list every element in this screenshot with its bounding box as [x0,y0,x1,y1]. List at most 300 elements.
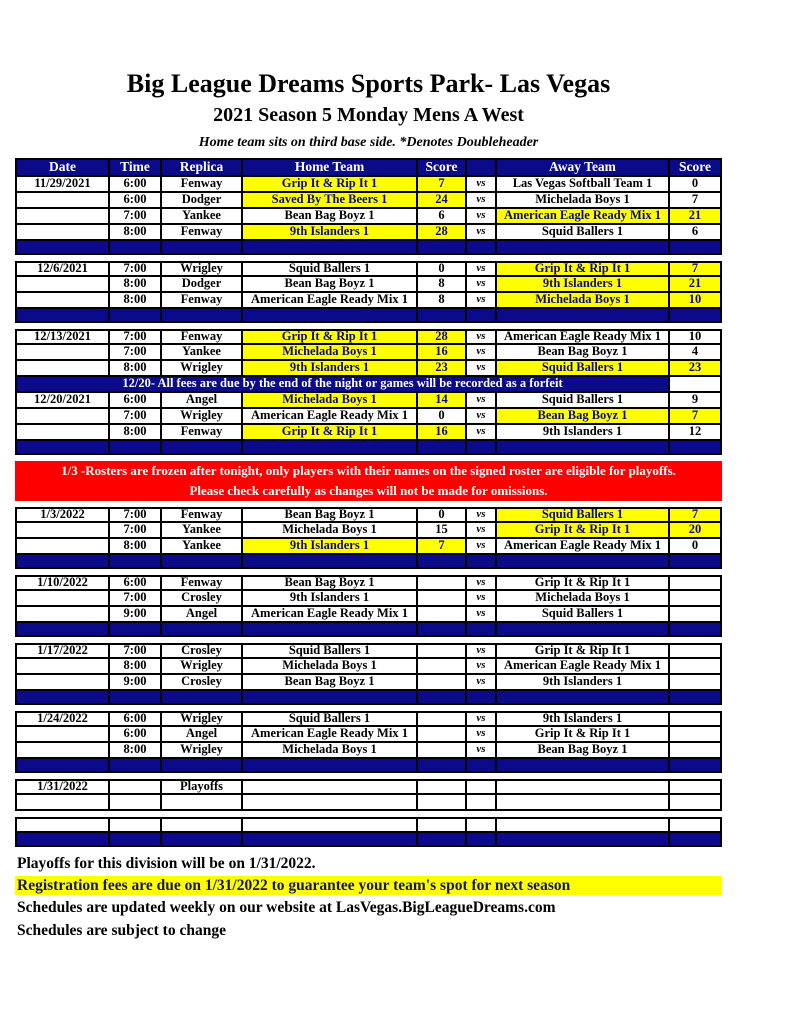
away-team-cell [497,817,670,833]
vs-cell: vs [467,575,497,591]
vs-cell: vs [467,225,497,241]
separator-cell [497,309,670,323]
away-score-cell: 10 [670,329,722,345]
separator-cell [110,623,162,637]
away-score-cell: 6 [670,225,722,241]
away-team-cell [497,779,670,795]
column-header-vs [467,158,497,177]
vs-cell: vs [467,711,497,727]
home-score-cell [418,675,467,691]
time-cell: 8:00 [110,293,162,309]
away-score-cell [670,377,722,393]
home-team-cell: Squid Ballers 1 [243,711,418,727]
home-score-cell: 6 [418,209,467,225]
home-score-cell [418,795,467,811]
separator-cell [110,759,162,773]
separator-cell [110,555,162,569]
game-row [15,361,722,377]
game-row [15,293,722,309]
separator-cell [418,623,467,637]
away-team-cell: Squid Ballers 1 [497,507,670,523]
separator-cell [467,555,497,569]
time-cell: 6:00 [110,575,162,591]
column-header-replica: Replica [162,158,243,177]
replica-cell: Wrigley [162,659,243,675]
date-cell [15,659,110,675]
separator-cell [497,691,670,705]
replica-cell: Wrigley [162,261,243,277]
date-cell [15,345,110,361]
game-row [15,711,722,727]
separator-cell [110,241,162,255]
away-team-cell [497,795,670,811]
date-cell [15,817,110,833]
date-cell [15,743,110,759]
away-team-cell: Squid Ballers 1 [497,225,670,241]
page-title: Big League Dreams Sports Park- Las Vegas [126,69,611,98]
date-cell [15,727,110,743]
time-cell: 8:00 [110,225,162,241]
game-row [15,539,722,555]
game-row [15,329,722,345]
away-team-cell: Michelada Boys 1 [497,293,670,309]
replica-cell: Fenway [162,177,243,193]
separator-cell [467,623,497,637]
home-score-cell: 8 [418,293,467,309]
away-team-cell: American Eagle Ready Mix 1 [497,659,670,675]
vs-cell: vs [467,293,497,309]
time-cell: 8:00 [110,539,162,555]
home-team-cell: American Eagle Ready Mix 1 [243,727,418,743]
time-cell: 8:00 [110,361,162,377]
replica-cell: Dodger [162,193,243,209]
home-team-cell: Grip It & Rip It 1 [243,177,418,193]
replica-cell: Fenway [162,575,243,591]
vs-cell: vs [467,743,497,759]
date-cell [15,523,110,539]
vs-cell: vs [467,409,497,425]
separator-cell [497,555,670,569]
separator-cell [467,691,497,705]
separator-cell [15,555,110,569]
separator-cell [497,759,670,773]
notice-cell: 12/20- All fees are due by the end of the night or games will be recorded as a forfeit [15,377,670,393]
date-cell: 1/17/2022 [15,643,110,659]
home-team-cell: Bean Bag Boyz 1 [243,209,418,225]
game-row [15,209,722,225]
time-cell: 6:00 [110,177,162,193]
separator-cell [670,309,722,323]
home-score-cell [418,817,467,833]
home-team-note: Home team sits on third base side. *Denotes Doubleheader [198,134,539,150]
home-team-cell [243,779,418,795]
footer-note: Schedules are subject to change [17,921,226,939]
red-alert-line: Please check carefully as changes will not be made for omissions. [189,482,548,498]
game-row [15,743,722,759]
home-score-cell [418,591,467,607]
home-team-cell: 9th Islanders 1 [243,225,418,241]
away-score-cell: 0 [670,539,722,555]
game-row [15,659,722,675]
vs-cell [467,779,497,795]
time-cell: 9:00 [110,675,162,691]
home-team-cell: Grip It & Rip It 1 [243,329,418,345]
home-score-cell: 23 [418,361,467,377]
separator-cell [467,441,497,455]
vs-cell: vs [467,675,497,691]
separator-cell [162,833,243,847]
separator-row [15,691,722,705]
separator-row [15,833,722,847]
date-cell [15,607,110,623]
away-team-cell: Grip It & Rip It 1 [497,643,670,659]
replica-cell: Yankee [162,523,243,539]
home-score-cell: 0 [418,507,467,523]
away-score-cell [670,675,722,691]
separator-cell [497,623,670,637]
home-score-cell [418,727,467,743]
home-score-cell: 8 [418,277,467,293]
date-cell: 12/6/2021 [15,261,110,277]
game-row [15,277,722,293]
away-score-cell: 21 [670,209,722,225]
vs-cell: vs [467,523,497,539]
replica-cell: Fenway [162,293,243,309]
game-row [15,345,722,361]
separator-cell [110,691,162,705]
away-score-cell: 7 [670,193,722,209]
replica-cell: Wrigley [162,743,243,759]
vs-cell [467,795,497,811]
home-score-cell: 14 [418,393,467,409]
date-cell [15,293,110,309]
separator-cell [162,623,243,637]
column-header-away-team: Away Team [497,158,670,177]
vs-cell: vs [467,659,497,675]
time-cell: 7:00 [110,591,162,607]
separator-cell [110,309,162,323]
date-cell: 12/20/2021 [15,393,110,409]
vs-cell: vs [467,393,497,409]
home-team-cell: Bean Bag Boyz 1 [243,575,418,591]
game-row [15,425,722,441]
time-cell: 8:00 [110,743,162,759]
time-cell: 7:00 [110,409,162,425]
replica-cell: Fenway [162,225,243,241]
game-row [15,607,722,623]
home-team-cell: 9th Islanders 1 [243,539,418,555]
separator-cell [497,441,670,455]
separator-cell [15,623,110,637]
replica-cell: Crosley [162,643,243,659]
away-score-cell [670,727,722,743]
home-score-cell: 7 [418,539,467,555]
separator-row [15,309,722,323]
away-team-cell: Squid Ballers 1 [497,607,670,623]
away-score-cell [670,817,722,833]
vs-cell: vs [467,329,497,345]
date-cell [15,361,110,377]
away-score-cell [670,643,722,659]
separator-cell [15,759,110,773]
away-team-cell: Las Vegas Softball Team 1 [497,177,670,193]
away-team-cell: Bean Bag Boyz 1 [497,345,670,361]
away-score-cell [670,779,722,795]
home-score-cell: 28 [418,225,467,241]
date-cell [15,591,110,607]
away-score-cell: 4 [670,345,722,361]
vs-cell: vs [467,425,497,441]
replica-cell [162,795,243,811]
vs-cell: vs [467,507,497,523]
separator-cell [670,691,722,705]
footer-note: Schedules are updated weekly on our website at LasVegas.BigLeagueDreams.com [17,899,556,917]
separator-cell [670,759,722,773]
date-cell: 11/29/2021 [15,177,110,193]
column-header-date: Date [15,158,110,177]
table-header-row [15,158,722,177]
away-team-cell: 9th Islanders 1 [497,711,670,727]
away-team-cell: Grip It & Rip It 1 [497,727,670,743]
game-row [15,261,722,277]
game-row [15,817,722,833]
away-score-cell: 7 [670,261,722,277]
time-cell: 8:00 [110,277,162,293]
date-cell [15,277,110,293]
home-team-cell: American Eagle Ready Mix 1 [243,409,418,425]
away-score-cell: 0 [670,177,722,193]
home-team-cell: 9th Islanders 1 [243,361,418,377]
replica-cell: Yankee [162,345,243,361]
game-row [15,643,722,659]
home-score-cell: 28 [418,329,467,345]
away-score-cell [670,591,722,607]
separator-cell [162,241,243,255]
replica-cell: Fenway [162,507,243,523]
date-cell [15,675,110,691]
separator-cell [243,759,418,773]
game-row [15,523,722,539]
notice-row [15,377,722,393]
replica-cell: Dodger [162,277,243,293]
time-cell: 7:00 [110,643,162,659]
away-team-cell: Squid Ballers 1 [497,361,670,377]
vs-cell: vs [467,193,497,209]
game-row [15,193,722,209]
vs-cell: vs [467,277,497,293]
away-score-cell [670,575,722,591]
replica-cell: Wrigley [162,711,243,727]
schedule-table [15,158,722,847]
replica-cell [162,817,243,833]
home-team-cell: Bean Bag Boyz 1 [243,277,418,293]
separator-cell [243,555,418,569]
home-team-cell [243,795,418,811]
separator-row [15,241,722,255]
home-team-cell: Bean Bag Boyz 1 [243,675,418,691]
away-score-cell [670,607,722,623]
game-row [15,795,722,811]
away-team-cell: American Eagle Ready Mix 1 [497,209,670,225]
time-cell: 7:00 [110,523,162,539]
time-cell: 9:00 [110,607,162,623]
away-team-cell: 9th Islanders 1 [497,277,670,293]
separator-cell [243,309,418,323]
vs-cell: vs [467,261,497,277]
separator-cell [110,441,162,455]
replica-cell: Yankee [162,539,243,555]
separator-cell [162,555,243,569]
away-team-cell: Michelada Boys 1 [497,591,670,607]
game-row [15,675,722,691]
table-body [15,177,722,847]
separator-cell [243,623,418,637]
home-team-cell: Michelada Boys 1 [243,743,418,759]
season-subtitle: 2021 Season 5 Monday Mens A West [213,103,524,126]
separator-cell [243,441,418,455]
separator-cell [15,309,110,323]
time-cell [110,795,162,811]
separator-cell [418,691,467,705]
time-cell [110,779,162,795]
page-header [15,70,722,151]
separator-cell [418,833,467,847]
date-cell: 12/13/2021 [15,329,110,345]
separator-row [15,441,722,455]
separator-cell [243,691,418,705]
column-header-time: Time [110,158,162,177]
time-cell: 8:00 [110,425,162,441]
separator-cell [418,241,467,255]
away-team-cell: 9th Islanders 1 [497,675,670,691]
home-team-cell: Squid Ballers 1 [243,261,418,277]
time-cell: 7:00 [110,261,162,277]
away-team-cell: Grip It & Rip It 1 [497,575,670,591]
home-score-cell: 0 [418,261,467,277]
replica-cell: Yankee [162,209,243,225]
away-team-cell: American Eagle Ready Mix 1 [497,539,670,555]
home-score-cell [418,575,467,591]
game-row [15,177,722,193]
separator-cell [418,441,467,455]
away-score-cell: 23 [670,361,722,377]
time-cell [110,817,162,833]
separator-cell [162,759,243,773]
away-score-cell [670,743,722,759]
vs-cell: vs [467,643,497,659]
home-score-cell: 24 [418,193,467,209]
date-cell: 1/3/2022 [15,507,110,523]
time-cell: 6:00 [110,193,162,209]
home-score-cell: 16 [418,345,467,361]
away-team-cell: 9th Islanders 1 [497,425,670,441]
game-row [15,409,722,425]
column-header-home-team: Home Team [243,158,418,177]
date-cell: 1/10/2022 [15,575,110,591]
replica-cell: Angel [162,727,243,743]
home-team-cell: 9th Islanders 1 [243,591,418,607]
home-team-cell: American Eagle Ready Mix 1 [243,607,418,623]
vs-cell: vs [467,591,497,607]
game-row [15,393,722,409]
game-row [15,225,722,241]
separator-cell [243,241,418,255]
separator-cell [418,555,467,569]
separator-cell [15,441,110,455]
replica-cell: Fenway [162,425,243,441]
home-team-cell: Michelada Boys 1 [243,345,418,361]
away-score-cell: 7 [670,409,722,425]
replica-cell: Wrigley [162,361,243,377]
away-score-cell: 21 [670,277,722,293]
home-team-cell: Michelada Boys 1 [243,393,418,409]
vs-cell: vs [467,209,497,225]
replica-cell: Fenway [162,329,243,345]
separator-cell [670,441,722,455]
column-header-away-score: Score [670,158,722,177]
home-team-cell [243,817,418,833]
separator-row [15,555,722,569]
home-score-cell: 15 [418,523,467,539]
away-score-cell: 20 [670,523,722,539]
game-row [15,779,722,795]
home-team-cell: Bean Bag Boyz 1 [243,507,418,523]
vs-cell: vs [467,361,497,377]
home-score-cell [418,711,467,727]
separator-row [15,623,722,637]
separator-cell [15,833,110,847]
separator-cell [467,759,497,773]
replica-cell: Crosley [162,675,243,691]
replica-cell: Wrigley [162,409,243,425]
replica-cell: Crosley [162,591,243,607]
game-row [15,727,722,743]
time-cell: 8:00 [110,659,162,675]
date-cell [15,209,110,225]
separator-cell [467,309,497,323]
home-team-cell: Squid Ballers 1 [243,643,418,659]
away-team-cell: Grip It & Rip It 1 [497,261,670,277]
away-score-cell: 10 [670,293,722,309]
separator-row [15,759,722,773]
time-cell: 7:00 [110,345,162,361]
home-score-cell [418,743,467,759]
home-team-cell: Michelada Boys 1 [243,523,418,539]
away-team-cell: Bean Bag Boyz 1 [497,409,670,425]
separator-cell [467,833,497,847]
red-alert-line: 1/3 -Rosters are frozen after tonight, only players with their names on the signed roster are eligible for playoffs. [61,463,676,479]
vs-cell: vs [467,345,497,361]
date-cell [15,425,110,441]
vs-cell: vs [467,607,497,623]
time-cell: 6:00 [110,711,162,727]
away-score-cell: 7 [670,507,722,523]
time-cell: 7:00 [110,329,162,345]
separator-cell [670,555,722,569]
separator-cell [162,309,243,323]
registration-fees-note: Registration fees are due on 1/31/2022 to guarantee your team's spot for next season [15,876,722,895]
separator-cell [497,241,670,255]
home-team-cell: Grip It & Rip It 1 [243,425,418,441]
replica-cell: Angel [162,393,243,409]
separator-cell [162,441,243,455]
away-score-cell [670,711,722,727]
separator-cell [15,691,110,705]
home-team-cell: American Eagle Ready Mix 1 [243,293,418,309]
away-score-cell: 9 [670,393,722,409]
footer-note: Playoffs for this division will be on 1/31/2022. [17,854,316,872]
home-score-cell: 0 [418,409,467,425]
